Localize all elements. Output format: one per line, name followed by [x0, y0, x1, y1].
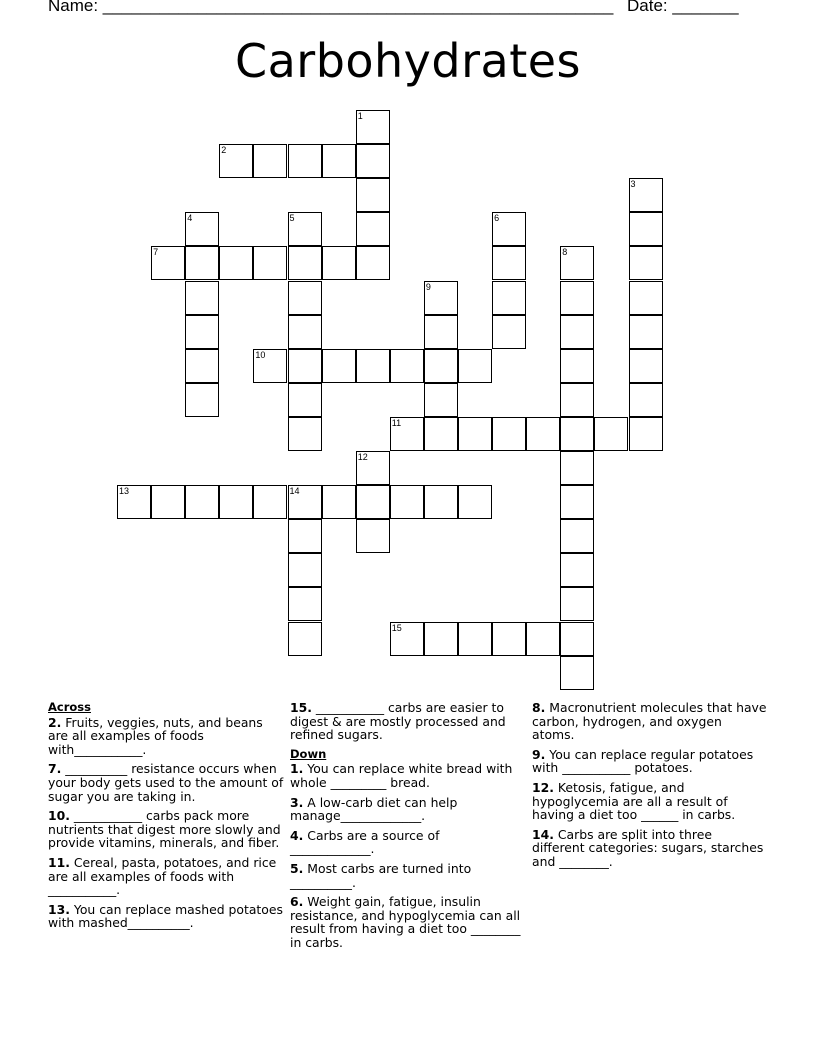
grid-cell[interactable] — [424, 622, 458, 656]
grid-cell[interactable] — [288, 349, 322, 383]
clue-number: 10. — [48, 808, 70, 824]
puzzle-title: Carbohydrates — [234, 34, 582, 88]
clue-text: ___________ carbs are easier to digest & are mostly processed and refined sugars. — [290, 700, 506, 743]
grid-cell[interactable] — [356, 246, 390, 280]
clue-number: 12. — [532, 779, 554, 795]
clue-number: 5. — [290, 860, 304, 876]
grid-cell[interactable] — [390, 349, 424, 383]
clue-number: 6. — [290, 894, 304, 910]
clue-text: You can replace mashed potatoes with mashed__________. — [48, 901, 283, 931]
grid-cell[interactable] — [356, 485, 390, 519]
grid-cell-number: 12 — [357, 452, 368, 462]
grid-cell[interactable] — [356, 519, 390, 553]
grid-cell[interactable] — [424, 281, 458, 315]
clue-across-10 — [48, 809, 284, 850]
clue-down-14 — [532, 828, 768, 869]
grid-cell[interactable] — [629, 281, 663, 315]
clue-text: Macronutrient molecules that have carbon, hydrogen, and oxygen atoms. — [532, 700, 767, 743]
grid-cell-number: 11 — [391, 417, 402, 428]
clue-down-6 — [290, 895, 526, 949]
clue-number: 14. — [532, 826, 554, 842]
grid-cell[interactable] — [288, 212, 322, 246]
grid-cell[interactable] — [492, 315, 526, 349]
grid-cell[interactable] — [356, 110, 390, 144]
grid-cell[interactable] — [322, 144, 356, 178]
grid-cell[interactable] — [560, 246, 594, 280]
clue-down-5 — [290, 862, 526, 889]
grid-cell[interactable] — [458, 622, 492, 656]
grid-cell[interactable] — [288, 144, 322, 178]
grid-cell[interactable] — [424, 383, 458, 417]
clue-text: Carbs are split into three different categories: sugars, starches and ________. — [532, 826, 764, 869]
grid-cell-number: 4 — [187, 213, 193, 224]
grid-cell[interactable] — [424, 417, 458, 451]
grid-cell[interactable] — [629, 178, 663, 212]
clue-text: You can replace regular potatoes with ___________ potatoes. — [532, 746, 754, 776]
grid-cell[interactable] — [288, 622, 322, 656]
clue-across-7 — [48, 762, 284, 803]
clue-across-2 — [48, 716, 284, 757]
clue-text: Most carbs are turned into __________. — [290, 860, 472, 890]
clue-number: 15. — [290, 700, 312, 715]
grid-cell-number: 10 — [255, 349, 266, 360]
grid-cell[interactable] — [185, 246, 219, 280]
grid-cell[interactable] — [560, 485, 594, 519]
grid-cell[interactable] — [356, 144, 390, 178]
grid-cell[interactable] — [560, 281, 594, 315]
grid-cell[interactable] — [424, 349, 458, 383]
grid-cell[interactable] — [288, 519, 322, 553]
grid-cell[interactable] — [458, 417, 492, 451]
name-field-label: Name: ______________________________________________________ — [48, 0, 614, 15]
clue-column-3 — [532, 701, 768, 875]
grid-cell[interactable] — [492, 281, 526, 315]
grid-cell[interactable] — [151, 246, 185, 280]
grid-cell[interactable] — [288, 315, 322, 349]
grid-cell-number: 1 — [357, 111, 363, 121]
clue-text: ___________ carbs pack more nutrients that digest more slowly and provide vitamins, minerals, and fiber. — [48, 808, 281, 851]
grid-cell-number: 8 — [562, 247, 568, 258]
grid-cell[interactable] — [560, 349, 594, 383]
date-field-label: Date: _______ — [627, 0, 739, 15]
down-heading: Down — [290, 746, 327, 761]
grid-cell[interactable] — [288, 587, 322, 621]
clue-down-1 — [290, 762, 526, 789]
grid-cell-number: 5 — [289, 213, 295, 224]
grid-cell[interactable] — [253, 144, 287, 178]
clue-number: 11. — [48, 854, 70, 870]
grid-cell-number: 3 — [630, 179, 636, 190]
clue-down-12 — [532, 781, 768, 822]
grid-cell[interactable] — [424, 485, 458, 519]
grid-cell[interactable] — [185, 349, 219, 383]
clue-down-4 — [290, 829, 526, 856]
grid-cell[interactable] — [629, 246, 663, 280]
clue-across-13 — [48, 903, 284, 930]
grid-cell[interactable] — [560, 417, 594, 451]
grid-cell[interactable] — [424, 315, 458, 349]
grid-cell-number: 15 — [391, 622, 402, 633]
grid-cell[interactable] — [390, 417, 424, 451]
clue-number: 1. — [290, 761, 304, 777]
grid-cell[interactable] — [219, 246, 253, 280]
grid-cell[interactable] — [390, 485, 424, 519]
grid-cell-number: 7 — [153, 247, 159, 258]
clue-number: 3. — [290, 794, 304, 810]
grid-cell[interactable] — [322, 485, 356, 519]
grid-cell[interactable] — [288, 417, 322, 451]
clue-down-3 — [290, 796, 526, 823]
grid-cell[interactable] — [629, 417, 663, 451]
grid-cell[interactable] — [526, 417, 560, 451]
grid-cell[interactable] — [151, 485, 185, 519]
clue-column-2 — [290, 701, 526, 956]
grid-cell[interactable] — [356, 451, 390, 485]
clue-text: A low-carb diet can help manage_____________. — [290, 794, 458, 824]
clue-text: __________ resistance occurs when your body gets used to the amount of sugar you are taking in. — [48, 761, 284, 804]
grid-cell[interactable] — [492, 622, 526, 656]
grid-cell[interactable] — [322, 349, 356, 383]
grid-cell[interactable] — [458, 349, 492, 383]
grid-cell[interactable] — [356, 349, 390, 383]
grid-cell[interactable] — [185, 212, 219, 246]
grid-cell[interactable] — [458, 485, 492, 519]
grid-cell[interactable] — [560, 587, 594, 621]
grid-cell[interactable] — [219, 144, 253, 178]
clue-down-8 — [532, 701, 768, 742]
grid-cell[interactable] — [629, 383, 663, 417]
clue-number: 4. — [290, 827, 304, 843]
clue-number: 9. — [532, 746, 546, 762]
grid-cell[interactable] — [356, 212, 390, 246]
grid-cell[interactable] — [629, 315, 663, 349]
grid-cell[interactable] — [526, 622, 560, 656]
grid-cell[interactable] — [185, 281, 219, 315]
grid-cell[interactable] — [560, 553, 594, 587]
grid-cell-number: 9 — [425, 281, 431, 292]
grid-cell[interactable] — [560, 451, 594, 485]
grid-cell[interactable] — [185, 485, 219, 519]
grid-cell[interactable] — [219, 485, 253, 519]
clue-text: Cereal, pasta, potatoes, and rice are all examples of foods with ___________. — [48, 854, 277, 898]
grid-cell[interactable] — [117, 485, 151, 519]
clue-down-9 — [532, 748, 768, 775]
grid-cell[interactable] — [288, 485, 322, 519]
grid-cell[interactable] — [288, 553, 322, 587]
grid-cell[interactable] — [288, 383, 322, 417]
grid-cell[interactable] — [253, 349, 287, 383]
clue-text: Weight gain, fatigue, insulin resistance, and hypoglycemia can all result from having a diet too ________ in carbs. — [290, 894, 521, 950]
grid-cell[interactable] — [288, 246, 322, 280]
grid-cell[interactable] — [492, 417, 526, 451]
clue-number: 7. — [48, 761, 62, 777]
grid-cell[interactable] — [629, 212, 663, 246]
clue-across-15 — [290, 701, 526, 742]
grid-cell[interactable] — [185, 315, 219, 349]
grid-cell[interactable] — [560, 656, 594, 690]
grid-cell[interactable] — [253, 246, 287, 280]
grid-cell[interactable] — [390, 622, 424, 656]
clue-text: Ketosis, fatigue, and hypoglycemia are all a result of having a diet too ______ in carbs. — [532, 779, 736, 823]
clue-across-11 — [48, 856, 284, 897]
across-heading: Across — [48, 700, 91, 714]
grid-cell[interactable] — [253, 485, 287, 519]
grid-cell[interactable] — [288, 281, 322, 315]
grid-cell[interactable] — [492, 246, 526, 280]
clue-text: Carbs are a source of _____________. — [290, 827, 440, 857]
clue-number: 8. — [532, 700, 546, 715]
clue-number: 2. — [48, 714, 62, 730]
clue-number: 13. — [48, 901, 70, 917]
grid-cell[interactable] — [560, 315, 594, 349]
grid-cell[interactable] — [185, 383, 219, 417]
grid-cell[interactable] — [594, 417, 628, 451]
grid-cell-number: 13 — [119, 486, 130, 497]
grid-cell[interactable] — [629, 349, 663, 383]
grid-cell[interactable] — [560, 519, 594, 553]
grid-cell[interactable] — [322, 246, 356, 280]
grid-cell[interactable] — [560, 383, 594, 417]
grid-cell[interactable] — [492, 212, 526, 246]
grid-cell-number: 14 — [289, 486, 300, 497]
clue-text: You can replace white bread with whole _________ bread. — [290, 761, 513, 790]
grid-cell-number: 6 — [494, 213, 500, 224]
grid-cell[interactable] — [356, 178, 390, 212]
clue-text: Fruits, veggies, nuts, and beans are all examples of foods with___________. — [48, 714, 263, 757]
clue-column-1 — [48, 701, 284, 936]
grid-cell-number: 2 — [221, 145, 227, 156]
grid-cell[interactable] — [560, 622, 594, 656]
